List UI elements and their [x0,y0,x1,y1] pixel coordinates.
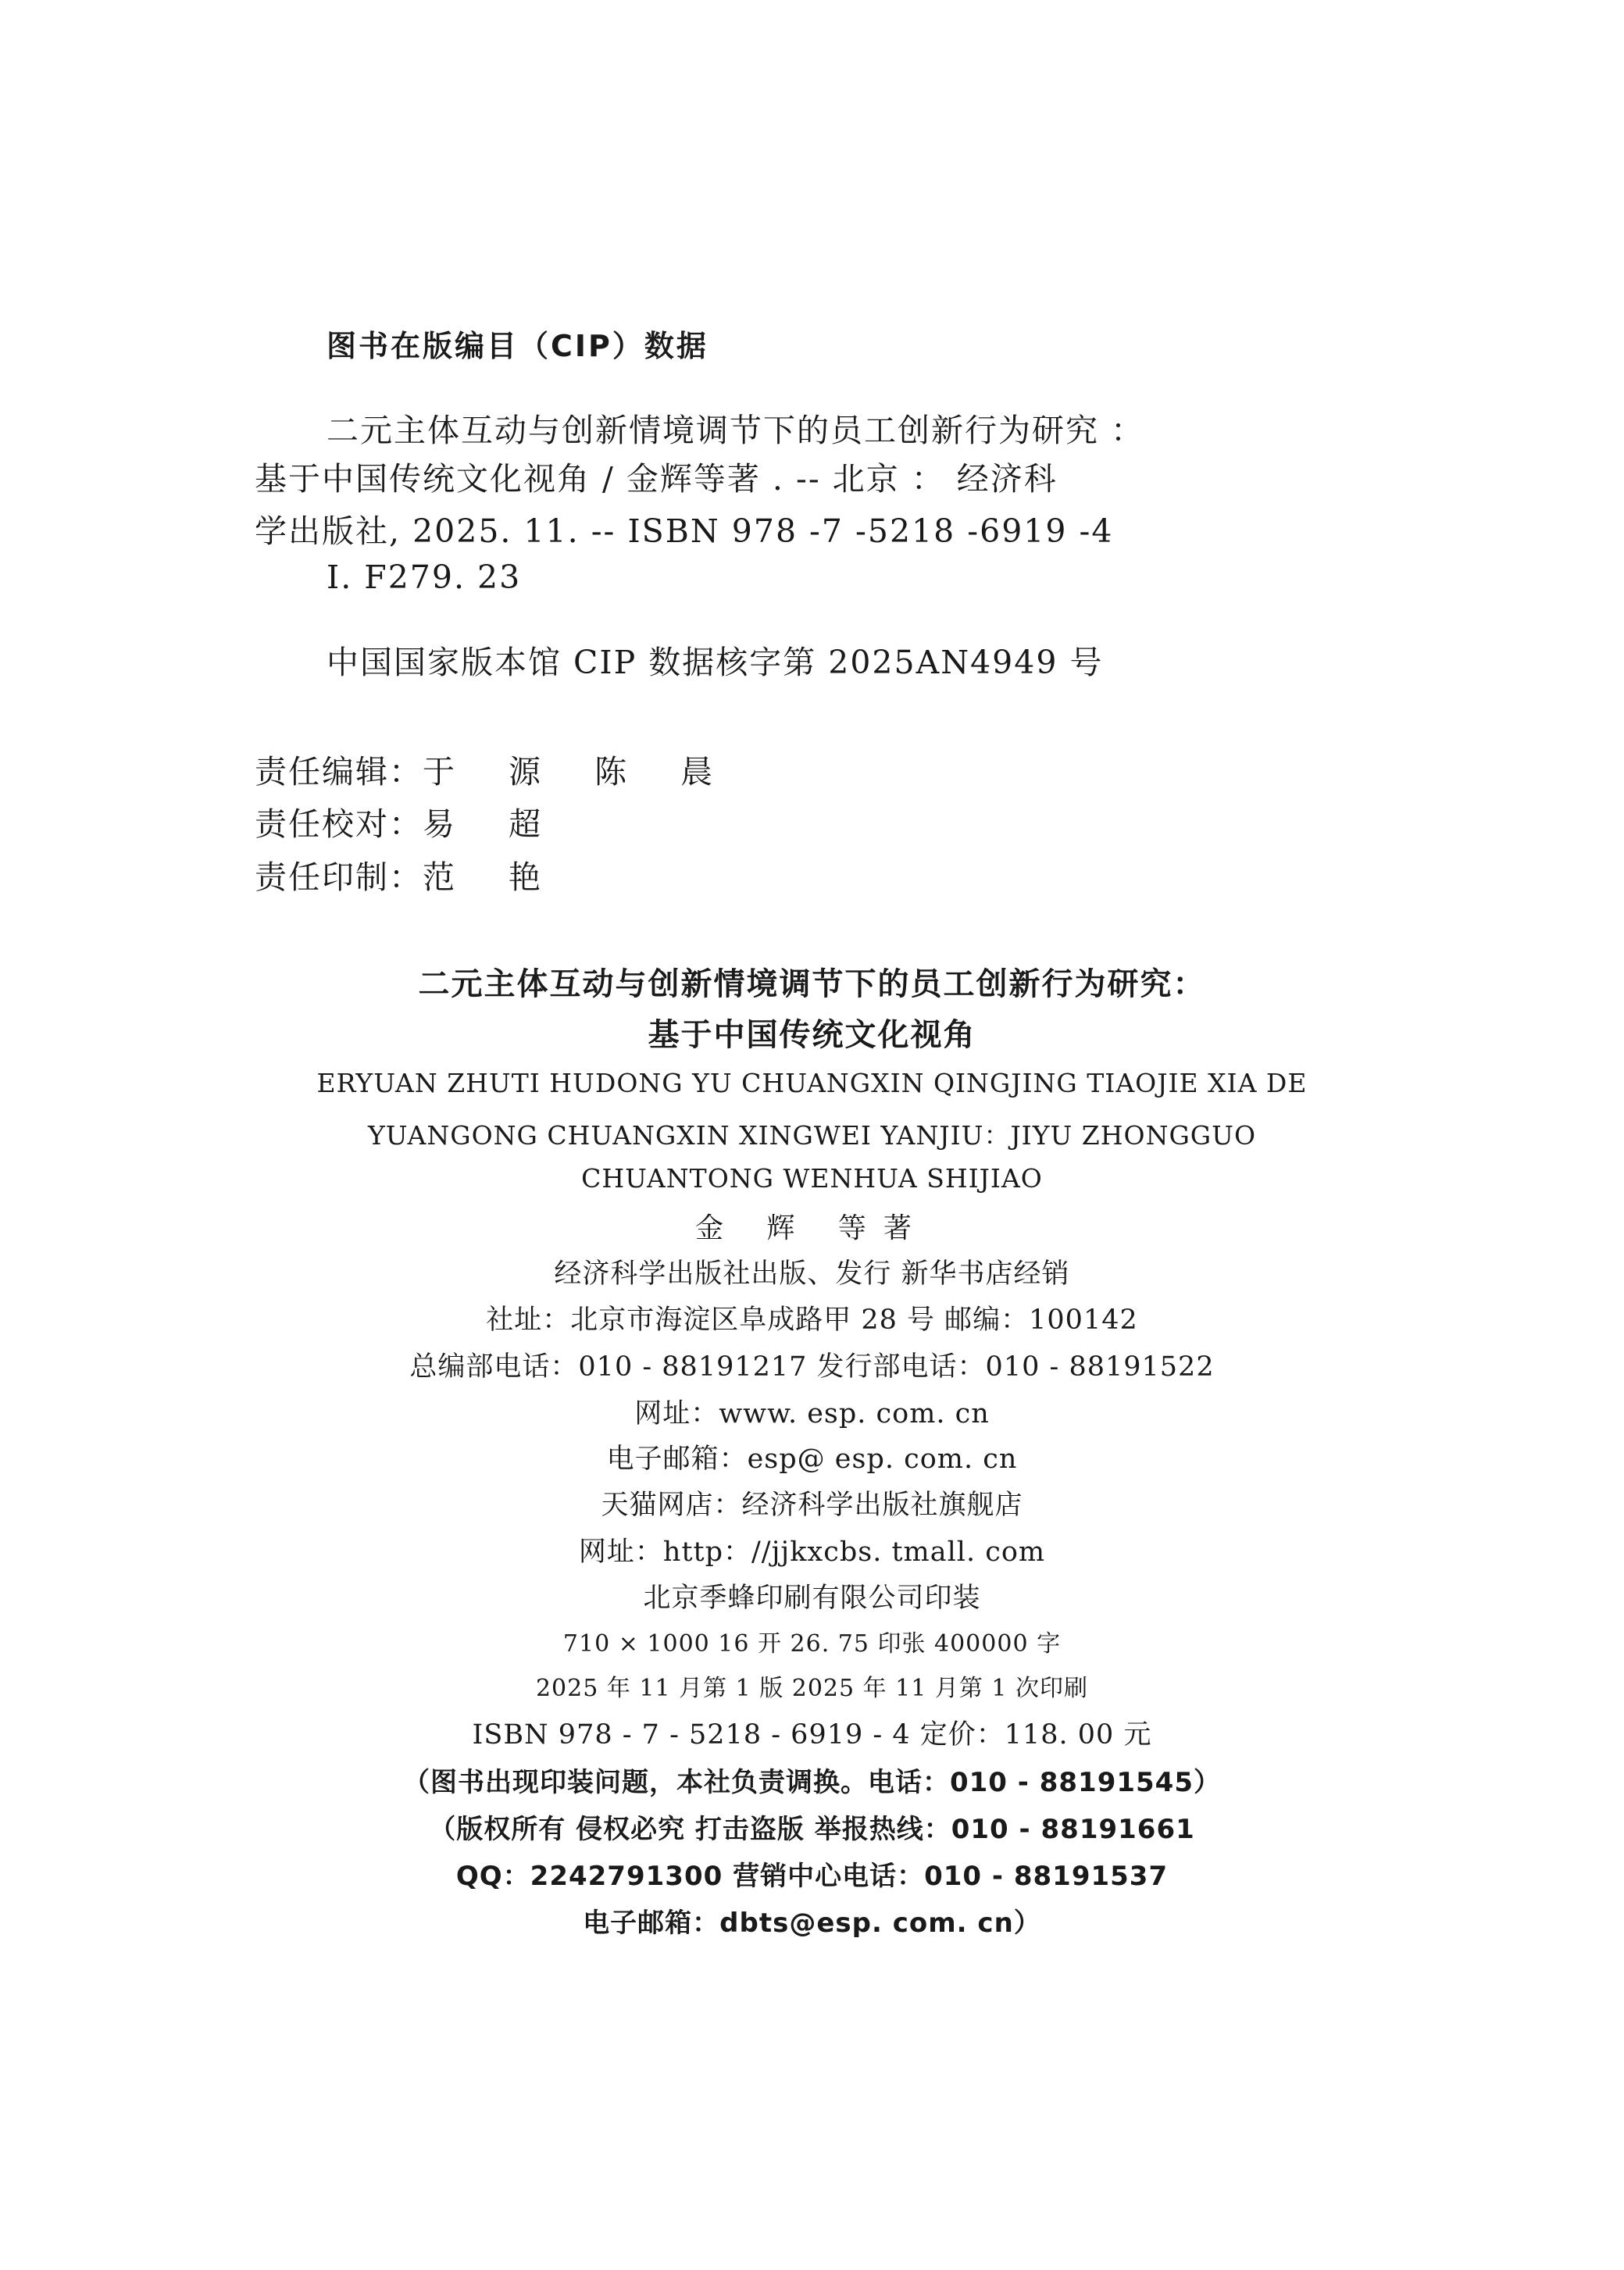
cip-title-line: 二元主体互动与创新情境调节下的员工创新行为研究 ： [327,412,1145,449]
staff-role: 责任编辑： [255,753,423,791]
tmall-url: 网址：http：//jjkxcbs. tmall. com [578,1537,1046,1568]
staff-name: 易 超 [423,805,563,843]
pinyin-title-line1: ERYUAN ZHUTI HUDONG YU CHUANGXIN QINGJING TIAOJIE XIA DE [316,1068,1308,1098]
cip-heading: 图书在版编目（CIP）数据 [327,329,708,363]
publisher-address: 社址：北京市海淀区阜成路甲 28 号 邮编：100142 [486,1305,1138,1336]
cip-record-number: 中国国家版本馆 CIP 数据核字第 2025AN4949 号 [327,644,1104,681]
staff-name: 于 源 陈 晨 [423,753,735,791]
notice-copyright: （版权所有 侵权必究 打击盗版 举报热线：010 - 88191661 [429,1814,1195,1845]
staff-print-supervisor [255,851,562,898]
publisher-line: 经济科学出版社出版、发行 新华书店经销 [554,1258,1070,1290]
book-title-line2: 基于中国传统文化视角 [648,1017,976,1053]
tmall-store: 天猫网店：经济科学出版社旗舰店 [601,1490,1023,1521]
staff-editor [255,746,734,792]
staff-proofreader [255,798,562,844]
pinyin-title-line3: CHUANTONG WENHUA SHIJIAO [581,1163,1043,1194]
pinyin-title-line2: YUANGONG CHUANGXIN XINGWEI YANJIU：JIYU ZHONGGUO [367,1120,1257,1151]
publisher-phones: 总编部电话：010 - 88191217 发行部电话：010 - 88191522 [409,1351,1215,1383]
cip-publisher-line: 学出版社, 2025. 11. -- ISBN 978 -7 -5218 -6919 -4 [255,512,1114,550]
staff-role: 责任印制： [255,858,423,896]
staff-name: 范 艳 [423,858,563,896]
cip-subtitle-line: 基于中国传统文化视角 / 金辉等著 . -- 北京 ： 经济科 [255,460,1058,498]
notice-email: 电子邮箱：dbts@esp. com. cn） [583,1908,1041,1939]
cip-classification: Ⅰ. F279. 23 [327,559,522,596]
printer: 北京季蜂印刷有限公司印装 [643,1583,981,1614]
publisher-website: 网址：www. esp. com. cn [634,1398,990,1429]
book-specs: 710 × 1000 16 开 26. 75 印张 400000 字 [562,1630,1062,1658]
edition-info: 2025 年 11 月第 1 版 2025 年 11 月第 1 次印刷 [535,1675,1089,1702]
notice-marketing: QQ：2242791300 营销中心电话：010 - 88191537 [455,1861,1169,1892]
book-title-line1: 二元主体互动与创新情境调节下的员工创新行为研究： [418,966,1206,1002]
publisher-email: 电子邮箱：esp@ esp. com. cn [606,1444,1018,1475]
notice-print-issues: （图书出现印装问题，本社负责调换。电话：010 - 88191545） [402,1767,1221,1798]
staff-role: 责任校对： [255,805,423,843]
author: 金 辉 等著 [695,1212,929,1244]
isbn-price: ISBN 978 - 7 - 5218 - 6919 - 4 定价：118. 00 元 [472,1719,1152,1751]
